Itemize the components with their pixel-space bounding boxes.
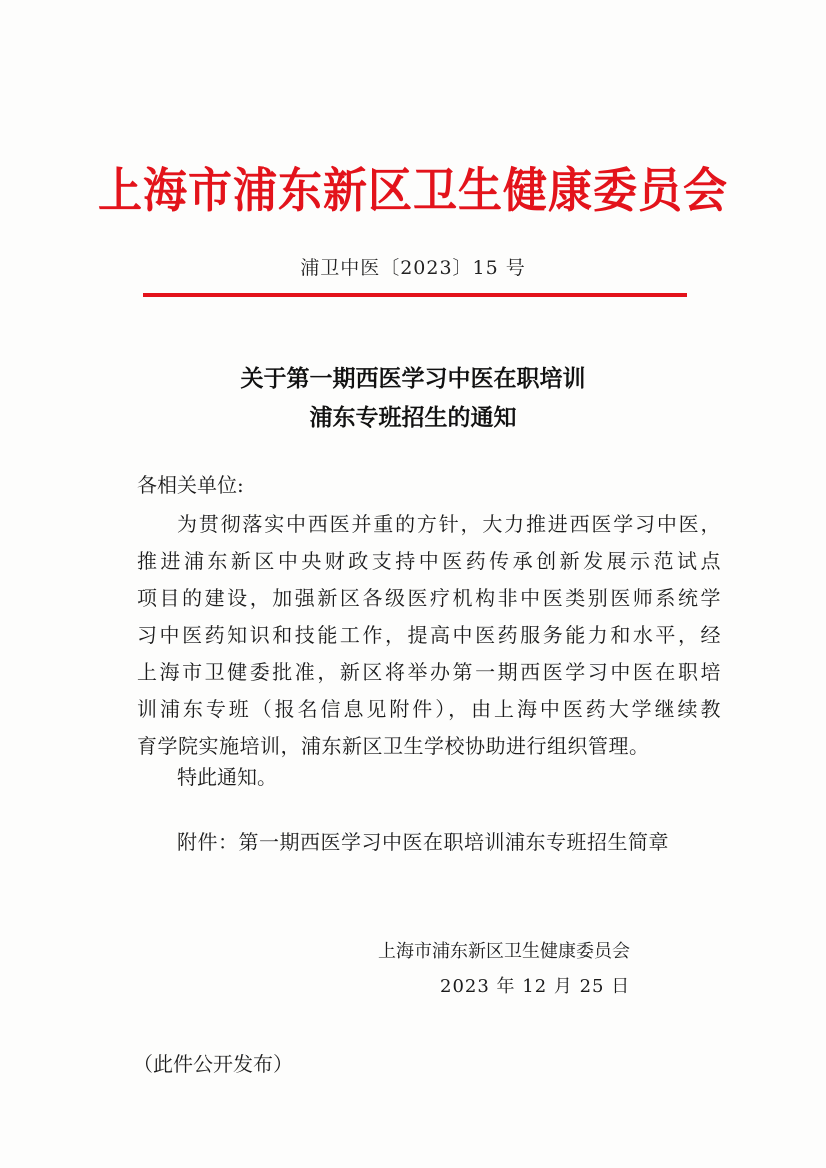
salutation: 各相关单位:	[137, 473, 244, 497]
body-paragraph-line: 育学院实施培训，浦东新区卫生学校协助进行组织管理。	[137, 734, 650, 758]
body-paragraph-line: 上海市卫健委批准，新区将举办第一期西医学习中医在职培	[137, 660, 721, 684]
closing-phrase: 特此通知。	[177, 765, 277, 789]
document-number: 浦卫中医〔2023〕15 号	[300, 257, 526, 279]
signature-date: 2023 年 12 月 25 日	[440, 976, 631, 997]
body-paragraph-line: 训浦东专班（报名信息见附件），由上海中医药大学继续教	[137, 697, 721, 721]
body-paragraph-line: 习中医药知识和技能工作，提高中医药服务能力和水平，经	[137, 623, 721, 647]
document-title-line-1: 关于第一期西医学习中医在职培训	[240, 366, 586, 392]
red-divider	[143, 293, 687, 297]
body-paragraph-line: 项目的建设，加强新区各级医疗机构非中医类别医师系统学	[137, 586, 721, 610]
signature-organization: 上海市浦东新区卫生健康委员会	[378, 941, 630, 962]
attachment-note: 附件：第一期西医学习中医在职培训浦东专班招生简章	[177, 830, 669, 854]
publication-note: （此件公开发布）	[133, 1052, 293, 1076]
document-title-line-2: 浦东专班招生的通知	[309, 405, 517, 431]
body-paragraph-line: 推进浦东新区中央财政支持中医药传承创新发展示范试点	[137, 549, 721, 573]
body-paragraph-line: 为贯彻落实中西医并重的方针，大力推进西医学习中医，	[177, 512, 721, 536]
issuer-header: 上海市浦东新区卫生健康委员会	[98, 163, 728, 219]
